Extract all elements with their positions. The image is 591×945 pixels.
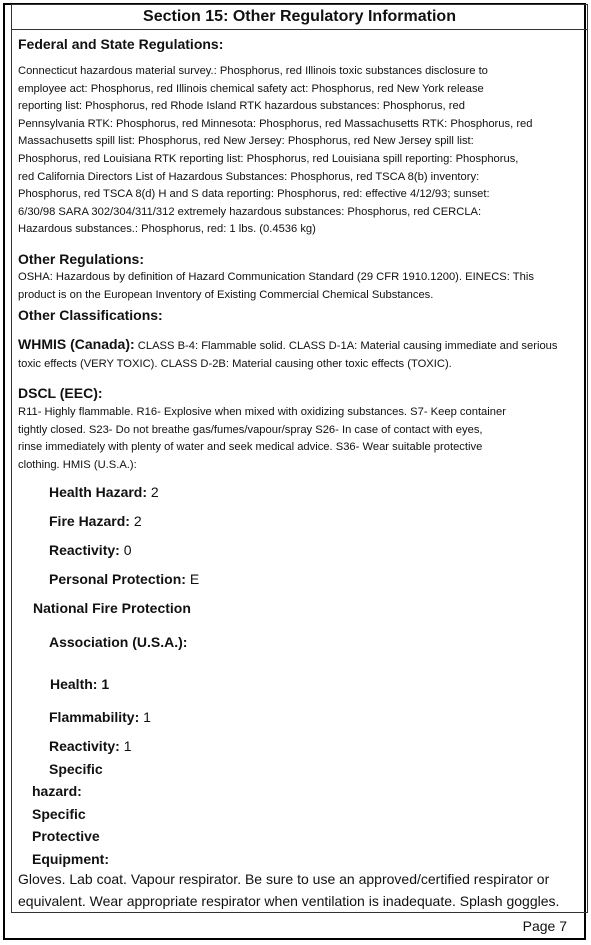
equipment-label: Equipment: bbox=[32, 851, 109, 867]
section-title: Section 15: Other Regulatory Information bbox=[12, 5, 587, 30]
dscl-line: rinse immediately with plenty of water and seek medical advice. S36- Wear suitable protective bbox=[18, 441, 483, 454]
hmis-fire-hazard: Fire Hazard: 2 bbox=[49, 513, 142, 529]
whmis-line: toxic effects (VERY TOXIC). CLASS D-2B: Material causing other toxic effects (TOXIC). bbox=[18, 357, 452, 370]
other-classifications-heading: Other Classifications: bbox=[18, 307, 163, 323]
other-regulations-text bbox=[18, 269, 583, 304]
federal-text bbox=[18, 63, 583, 239]
hmis-reactivity: Reactivity: 0 bbox=[49, 542, 132, 558]
protective-label: Protective bbox=[32, 828, 100, 844]
dscl-heading: DSCL (EEC): bbox=[18, 385, 103, 401]
federal-heading: Federal and State Regulations: bbox=[18, 36, 224, 52]
other-regulations-heading: Other Regulations: bbox=[18, 251, 145, 267]
dscl-line: R11- Highly flammable. R16- Explosive when mixed with oxidizing substances. S7- Keep container bbox=[18, 406, 506, 418]
whmis-block bbox=[18, 336, 583, 373]
nfpa-heading-line2: Association (U.S.A.): bbox=[49, 634, 188, 650]
dscl-line: clothing. HMIS (U.S.A.): bbox=[18, 458, 137, 471]
federal-line: reporting list: Phosphorus, red Rhode Island RTK hazardous substances: Phosphorus, red bbox=[18, 100, 465, 113]
other-regulations-line: OSHA: Hazardous by definition of Hazard Communication Standard (29 CFR 1910.1200). EINECS: This bbox=[18, 271, 534, 283]
ppe-line: Gloves. Lab coat. Vapour respirator. Be sure to use an approved/certified respirator or bbox=[18, 871, 550, 887]
ppe-text bbox=[18, 868, 585, 912]
ppe-line: equivalent. Wear appropriate respirator when ventilation is inadequate. Splash goggles. bbox=[18, 893, 560, 909]
specific-label: Specific bbox=[49, 761, 103, 777]
federal-line: employee act: Phosphorus, red Illinois chemical safety act: Phosphorus, red New York release bbox=[18, 82, 484, 95]
nfpa-health: Health: 1 bbox=[50, 676, 110, 692]
federal-line: red California Directors List of Hazardous Substances: Phosphorus, red TSCA 8(b) inventory: bbox=[18, 170, 480, 183]
federal-line: Phosphorus, red Louisiana RTK reporting list: Phosphorus, red Louisiana spill reporting: Phosphorus, bbox=[18, 152, 519, 165]
federal-line: Hazardous substances.: Phosphorus, red: 1 lbs. (0.4536 kg) bbox=[18, 223, 316, 236]
federal-line: Connecticut hazardous material survey.: Phosphorus, red Illinois toxic substances disclosure to bbox=[18, 65, 488, 77]
dscl-text bbox=[18, 404, 583, 474]
whmis-line: CLASS B-4: Flammable solid. CLASS D-1A: Material causing immediate and serious bbox=[137, 340, 558, 352]
other-regulations-line: product is on the European Inventory of Existing Commercial Chemical Substances. bbox=[18, 288, 434, 301]
page-number: Page 7 bbox=[522, 918, 567, 934]
federal-line: Massachusetts spill list: Phosphorus, red New Jersey: Phosphorus, red New Jersey spill list: bbox=[18, 135, 474, 148]
nfpa-flammability: Flammability: 1 bbox=[49, 709, 151, 725]
federal-line: 6/30/98 SARA 302/304/311/312 extremely hazardous substances: Phosphorus, red CERCLA: bbox=[18, 205, 482, 218]
hazard-label: hazard: bbox=[32, 783, 82, 799]
hmis-personal-protection: Personal Protection: E bbox=[49, 571, 200, 587]
dscl-line: tightly closed. S23- Do not breathe gas/fumes/vapour/spray S26- In case of contact with eyes, bbox=[18, 423, 483, 436]
nfpa-heading: National Fire Protection bbox=[33, 600, 191, 616]
whmis-label: WHMIS (Canada): bbox=[18, 336, 135, 352]
section-box bbox=[11, 4, 588, 913]
nfpa-reactivity: Reactivity: 1 bbox=[49, 738, 132, 754]
specific-label-2: Specific bbox=[32, 806, 86, 822]
hmis-health-hazard: Health Hazard: 2 bbox=[49, 484, 159, 500]
federal-line: Phosphorus, red TSCA 8(d) H and S data reporting: Phosphorus, red: effective 4/12/93; sunset: bbox=[18, 188, 490, 201]
federal-line: Pennsylvania RTK: Phosphorus, red Minnesota: Phosphorus, red Massachusetts RTK: Phosphorus, red bbox=[18, 117, 533, 130]
